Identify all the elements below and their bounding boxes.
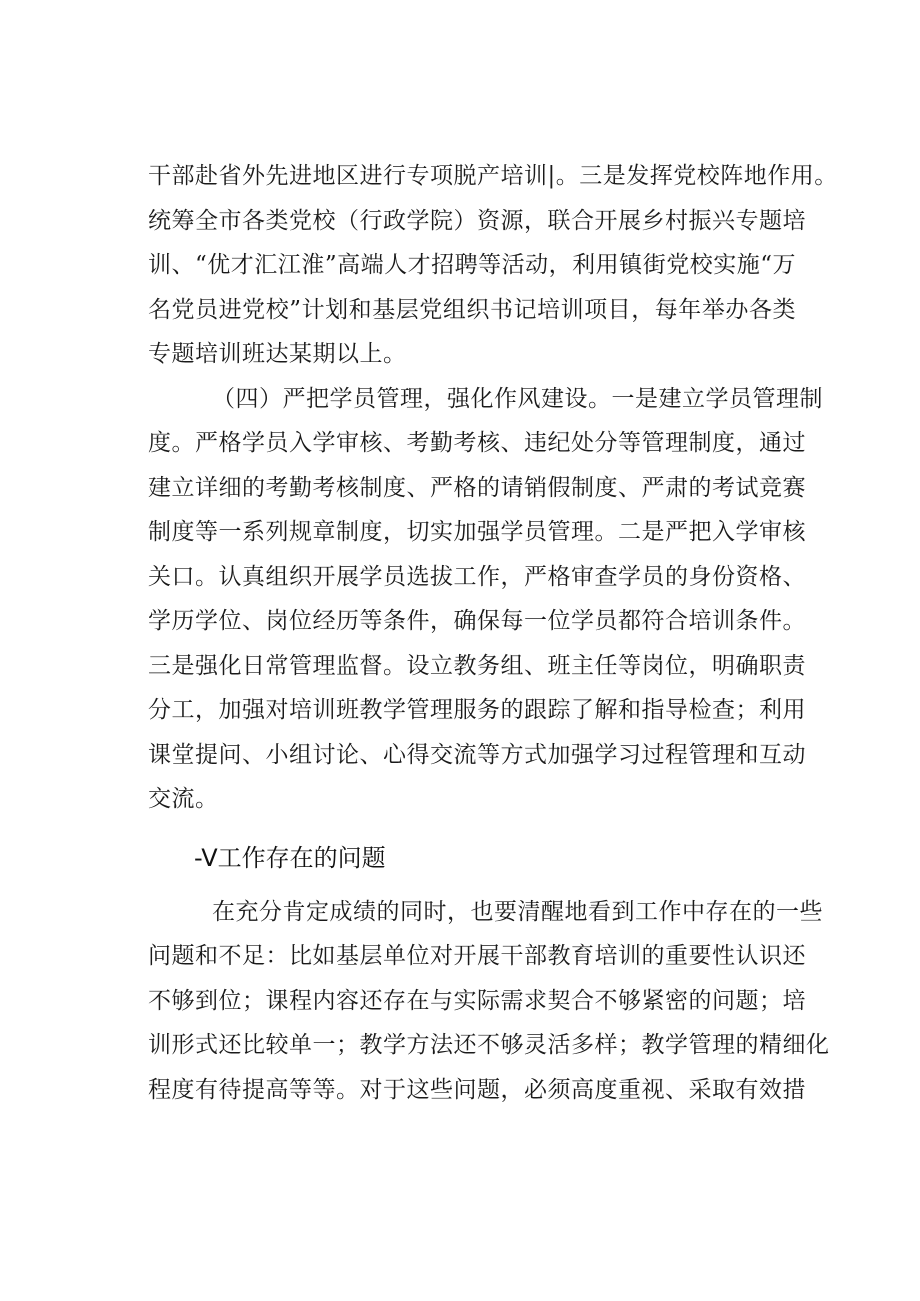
text-line: 干部赴省外先进地区进行专项脱产培训|。三是发挥党校阵地作用。	[148, 163, 838, 189]
text-line: 度。严格学员入学审核、考勤考核、违纪处分等管理制度，通过	[148, 430, 806, 456]
text-line: 名党员进党校”计划和基层党组织书记培训项目，每年举办各类	[148, 296, 796, 323]
text-line: 问题和不足：比如基层单位对开展干部教育培训的重要性认识还	[148, 943, 806, 969]
document-body	[148, 154, 838, 1112]
text-line: 建立详细的考勤考核制度、严格的请销假制度、严肃的考试竞赛	[148, 474, 806, 501]
text-line: 专题培训班达某期以上。	[148, 341, 407, 367]
section-heading: -V工作存在的问题	[194, 843, 386, 872]
text-line: 交流。	[148, 786, 219, 812]
paragraph-party-school	[148, 154, 838, 377]
text-line: 关口。认真组织开展学员选拔工作，严格审查学员的身份资格、	[148, 563, 806, 590]
text-line: 训、“优才汇江淮”高端人才招聘等活动，利用镇街党校实施“万	[148, 252, 796, 278]
paragraph-problems	[148, 890, 830, 1113]
text-line: 在充分肯定成绩的同时，也要清醒地看到工作中存在的一些	[212, 898, 823, 925]
paragraph-student-management	[148, 377, 823, 822]
text-line: 制度等一系列规章制度，切实加强学员管理。二是严把入学审核	[148, 519, 806, 545]
text-line: 程度有待提高等等。对于这些问题，必须高度重视、采取有效措	[148, 1076, 806, 1103]
text-line: （四）严把学员管理，强化作风建设。一是建立学员管理制	[212, 385, 823, 412]
text-line: 统筹全市各类党校（行政学院）资源，联合开展乡村振兴专题培	[148, 207, 806, 234]
text-line: 三是强化日常管理监督。设立教务组、班主任等岗位，明确职责	[148, 652, 806, 679]
text-line: 分工，加强对培训班教学管理服务的跟踪了解和指导检查；利用	[148, 697, 806, 723]
text-line: 课堂提问、小组讨论、心得交流等方式加强学习过程管理和互动	[148, 741, 806, 768]
text-line: 不够到位；课程内容还存在与实际需求契合不够紧密的问题；培	[148, 987, 806, 1014]
text-line: 学历学位、岗位经历等条件，确保每一位学员都符合培训条件。	[148, 608, 806, 634]
text-line: 训形式还比较单一；教学方法还不够灵活多样；教学管理的精细化	[148, 1032, 830, 1058]
